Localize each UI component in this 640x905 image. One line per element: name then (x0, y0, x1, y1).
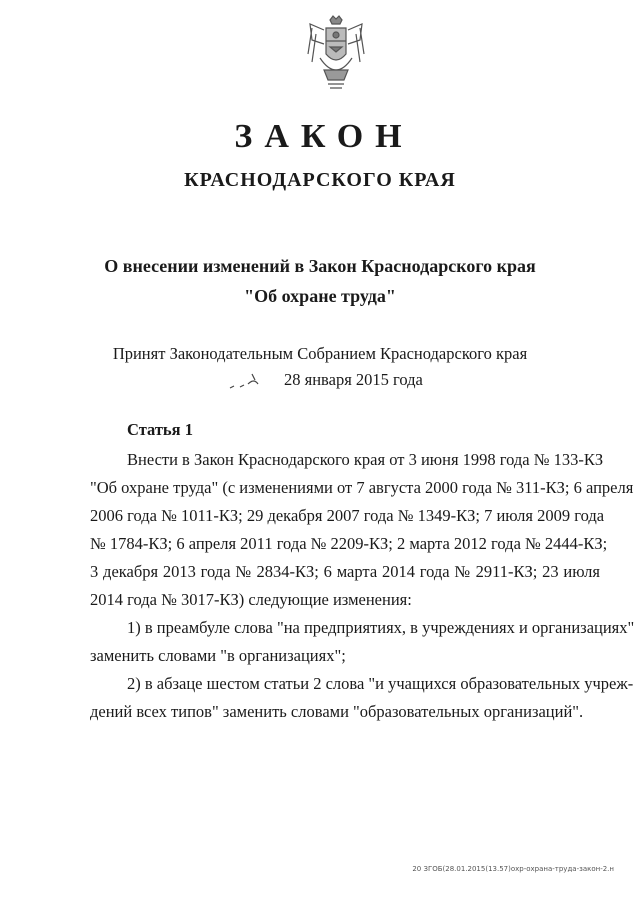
article-item-2-line-1: 2) в абзаце шестом статьи 2 слова "и учащихся образовательных учреж- (127, 674, 634, 693)
article-item-2-line-2: дений всех типов" заменить словами "образовательных организаций". (90, 702, 584, 721)
adoption-date: 28 января 2015 года (284, 370, 423, 389)
article-line-1: Внести в Закон Краснодарского края от 3 июня 1998 года № 133-КЗ (127, 450, 604, 469)
footer-file-code: 20 ЗГОБ(28.01.2015(13.57)охр-охрана-труда-закон-2.н (412, 865, 614, 873)
article-item-1-line-2: заменить словами "в организациях"; (90, 646, 346, 665)
document-title-line-1: О внесении изменений в Закон Краснодарского края (104, 256, 536, 276)
handwritten-mark (228, 372, 284, 392)
article-heading: Статья 1 (127, 420, 193, 439)
article-line-5: 3 декабря 2013 года № 2834-КЗ; 6 марта 2014 года № 2911-КЗ; 23 июля (90, 562, 600, 581)
article-line-3: 2006 года № 1011-КЗ; 29 декабря 2007 года № 1349-КЗ; 7 июля 2009 года (90, 506, 605, 525)
article-line-2: "Об охране труда" (с изменениями от 7 августа 2000 года № 311-КЗ; 6 апреля (90, 478, 634, 497)
document-title-line-2: "Об охране труда" (244, 286, 396, 306)
coat-of-arms-emblem (306, 14, 366, 98)
article-line-4: № 1784-КЗ; 6 апреля 2011 года № 2209-КЗ; 2 марта 2012 года № 2444-КЗ; (90, 534, 608, 553)
adopted-by-text: Принят Законодательным Собранием Краснодарского края (112, 344, 528, 363)
law-heading: ЗАКОН (234, 118, 414, 155)
region-heading: КРАСНОДАРСКОГО КРАЯ (184, 169, 456, 191)
article-item-1-line-1: 1) в преамбуле слова "на предприятиях, в учреждениях и организациях" (127, 618, 635, 637)
article-line-6: 2014 года № 3017-КЗ) следующие изменения: (90, 590, 412, 609)
